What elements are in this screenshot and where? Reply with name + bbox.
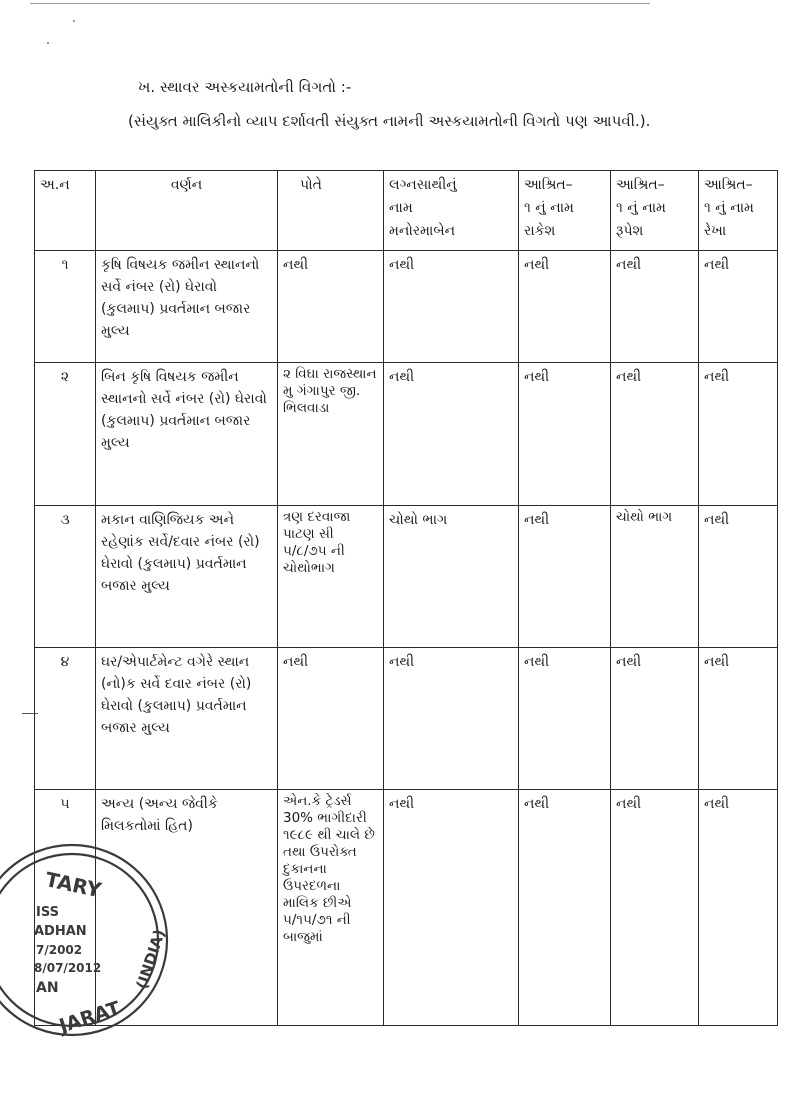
section-note: (સંયુક્ત માલિકીનો વ્યાપ દર્શાવતી સંયુક્ત નામની અસ્કયામતોની વિગતો પણ આપવી.). — [128, 112, 651, 130]
header-spouse: લગ્નસાથીનું નામ મનોરમાબેન — [384, 171, 519, 251]
cell-dependent-2: નથી — [611, 648, 699, 790]
table-header-row — [35, 171, 778, 251]
cell-spouse: નથી — [384, 251, 519, 363]
header-dependent-3: આશ્રિત– ૧ નું નામ રેખા — [699, 171, 778, 251]
section-heading: ખ. સ્થાવર અસ્કયામતોની વિગતો :- — [138, 78, 352, 96]
cell-dependent-2: નથી — [611, 790, 699, 1026]
header-sn: અ.ન — [35, 171, 96, 251]
header-dependent-1: આશ્રિત– ૧ નું નામ રાકેશ — [519, 171, 611, 251]
cell-sn: ૫ — [35, 790, 96, 1026]
stamp-text: JARAT — [56, 997, 124, 1038]
cell-self: નથી — [278, 251, 384, 363]
cell-dependent-1: નથી — [519, 790, 611, 1026]
table-row — [35, 251, 778, 363]
cell-sn: ૨ — [35, 363, 96, 506]
cell-dependent-3: નથી — [699, 648, 778, 790]
stamp-text: 8/07/2012 — [34, 961, 102, 975]
stamp-text: (INDIA) — [132, 927, 169, 992]
cell-dependent-3: નથી — [699, 506, 778, 648]
cell-dependent-1: નથી — [519, 363, 611, 506]
cell-spouse: નથી — [384, 363, 519, 506]
scan-speck — [73, 20, 75, 22]
cell-sn: ૩ — [35, 506, 96, 648]
header-description: વર્ણન — [96, 171, 278, 251]
cell-spouse: નથી — [384, 790, 519, 1026]
stamp-text: AN — [36, 980, 59, 996]
cell-self: એન.કે ટ્રેડર્સ 30% ભાગીદારી ૧૯૮૯ થી ચાલે છે તથા ઉપરોક્ત દુકાનના ઉપરદળના માલિક છીએ ૫/૧૫/૭૧ ની બાજુમાં — [278, 790, 384, 1026]
immovable-assets-table — [34, 170, 778, 1026]
table-row — [35, 363, 778, 506]
stamp-text: 7/2002 — [36, 943, 83, 957]
table-row — [35, 790, 778, 1026]
cell-description: બિન કૃષિ વિષયક જમીન સ્થાનનો સર્વે નંબર (રો) ઘેરાવો (કુલમાપ) પ્રવર્તમાન બજાર મુલ્ય — [96, 363, 278, 506]
cell-self: ત્રણ દરવાજા પાટણ સી ૫/૮/૭૫ ની ચોથોભાગ — [278, 506, 384, 648]
cell-description: કૃષિ વિષયક જમીન સ્થાનનો સર્વે નંબર (રો) ઘેરાવો (કુલમાપ) પ્રવર્તમાન બજાર મુલ્ય — [96, 251, 278, 363]
cell-spouse: ચોથો ભાગ — [384, 506, 519, 648]
cell-dependent-3: નથી — [699, 363, 778, 506]
stamp-text: ADHAN — [34, 924, 87, 939]
header-self: પોતે — [278, 171, 384, 251]
table-row — [35, 648, 778, 790]
cell-sn: ૪ — [35, 648, 96, 790]
cell-dependent-3: નથી — [699, 251, 778, 363]
cell-dependent-2: ચોથો ભાગ — [611, 506, 699, 648]
cell-description: અન્ય (અન્ય જેવીકે મિલકતોમાં હિત) — [96, 790, 278, 1026]
cell-self: ૨ વિઘા રાજસ્થાન મુ ગંગાપુર જી. ભિલવાડા — [278, 363, 384, 506]
cell-dependent-1: નથી — [519, 506, 611, 648]
cell-self: નથી — [278, 648, 384, 790]
cell-dependent-1: નથી — [519, 648, 611, 790]
cell-spouse: નથી — [384, 648, 519, 790]
cell-dependent-1: નથી — [519, 251, 611, 363]
cell-description: મકાન વાણિજિયક અને રહેણાંક સર્વે/દવાર નંબર (રો) ઘેરાવો (કુલમાપ) પ્રવર્તમાન બજાર મુલ્ય — [96, 506, 278, 648]
table-row — [35, 506, 778, 648]
scan-edge-line — [30, 3, 650, 4]
scan-speck — [47, 42, 49, 44]
stamp-text: ISS — [36, 905, 59, 920]
header-dependent-2: આશ્રિત– ૧ નું નામ રૂપેશ — [611, 171, 699, 251]
cell-sn: ૧ — [35, 251, 96, 363]
cell-dependent-3: નથી — [699, 790, 778, 1026]
cell-dependent-2: નથી — [611, 363, 699, 506]
cell-dependent-2: નથી — [611, 251, 699, 363]
stamp-text: TARY — [43, 867, 104, 903]
cell-description: ઘર/એપાર્ટમેન્ટ વગેરે સ્થાન (નો)ક સર્વે દવાર નંબર (રો) ઘેરાવો (કુલમાપ) પ્રવર્તમાન બજાર મુલ્ય — [96, 648, 278, 790]
